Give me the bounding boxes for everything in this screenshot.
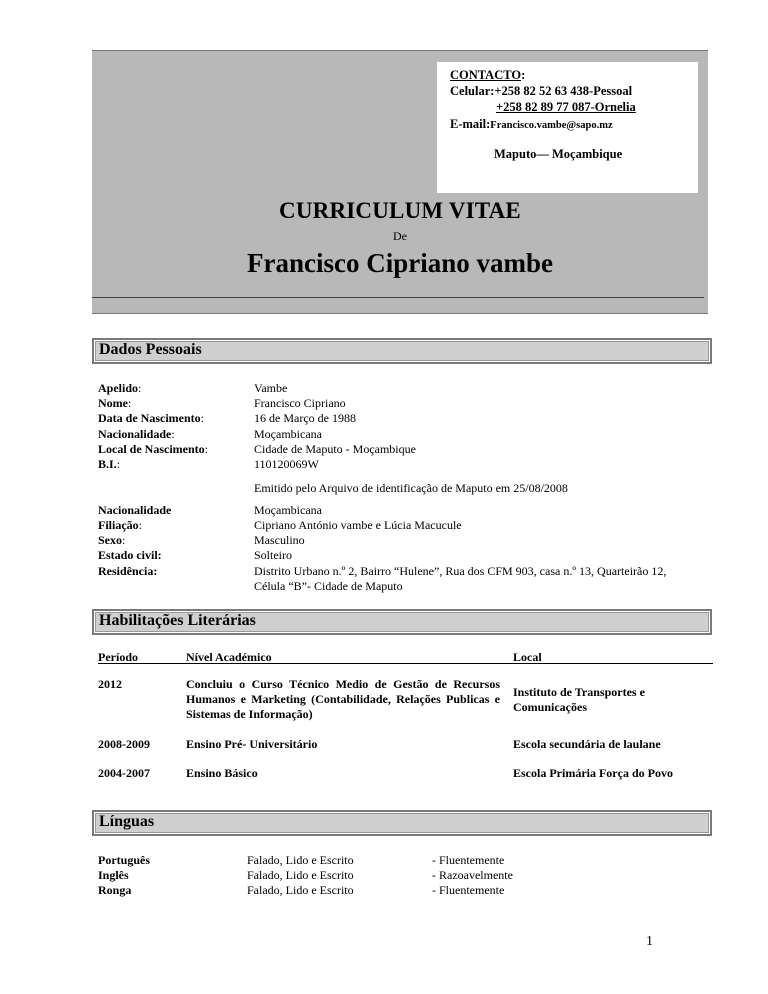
personal-value: Vambe — [254, 381, 288, 395]
personal-label: Nacionalidade: — [98, 427, 175, 441]
education-header-rule — [98, 663, 713, 664]
cv-de: De — [393, 229, 407, 243]
personal-label: Data de Nascimento: — [98, 411, 204, 425]
personal-label: Estado civil: — [98, 548, 162, 562]
contact-phone-2: +258 82 89 77 087-Ornelia — [496, 100, 636, 114]
language-name: Ronga — [98, 883, 132, 897]
education-header-period: Período — [98, 650, 138, 664]
personal-label: Nacionalidade — [98, 503, 172, 517]
personal-label: Sexo: — [98, 533, 126, 547]
personal-value: Cidade de Maputo - Moçambique — [254, 442, 416, 456]
contact-location: Maputo— Moçambique — [494, 147, 623, 161]
section-languages — [92, 810, 712, 836]
language-level: - Fluentemente — [432, 883, 505, 897]
language-name: Inglês — [98, 868, 129, 882]
personal-value: Solteiro — [254, 548, 292, 562]
contact-email-label: E-mail: — [450, 117, 491, 131]
section-personal — [92, 338, 712, 364]
language-skills: Falado, Lido e Escrito — [247, 868, 354, 882]
contact-email-line — [450, 117, 613, 132]
education-header-level: Nível Académico — [186, 650, 272, 664]
education-period: 2004-2007 — [98, 766, 150, 780]
language-name: Português — [98, 853, 150, 867]
education-place: Instituto de Transportes e Comunicações — [513, 685, 645, 714]
contact-phone-1: Celular:+258 82 52 63 438-Pessoal — [450, 84, 633, 98]
personal-label: Local de Nascimento: — [98, 442, 208, 456]
personal-label: Nome: — [98, 396, 132, 410]
personal-label: B.I.: — [98, 457, 121, 471]
language-skills: Falado, Lido e Escrito — [247, 883, 354, 897]
header-divider — [92, 297, 704, 298]
education-period: 2012 — [98, 677, 122, 691]
language-level: - Fluentemente — [432, 853, 505, 867]
section-education-title: Habilitações Literárias — [99, 612, 256, 629]
section-languages-title: Línguas — [99, 813, 155, 830]
education-place: Escola secundária de laulane — [513, 737, 661, 751]
personal-value: Célula “B”- Cidade de Maputo — [254, 579, 403, 593]
personal-label: Apelido: — [98, 381, 142, 395]
personal-value: Emitido pelo Arquivo de identificação de Maputo em 25/08/2008 — [254, 481, 568, 495]
page-number: 1 — [646, 934, 653, 949]
personal-value: 16 de Março de 1988 — [254, 411, 356, 425]
personal-label: Residência: — [98, 564, 158, 578]
personal-value: Distrito Urbano n.º 2, Bairro “Hulene”, Rua dos CFM 903, casa n.º 13, Quarteirão 12, — [254, 564, 667, 578]
cv-name: Francisco Cipriano vambe — [247, 248, 553, 278]
education-level: Concluiu o Curso Técnico Medio de Gestão de Recursos Humanos e Marketing (Contabilidade, Relações Publicas e Sistemas de Informação) — [186, 677, 500, 721]
contact-heading: CONTACTO — [450, 68, 522, 82]
personal-label: Filiação: — [98, 518, 143, 532]
contact-heading-line — [450, 68, 525, 83]
personal-value: Francisco Cipriano — [254, 396, 346, 410]
contact-email: Francisco.vambe@sapo.mz — [490, 120, 613, 131]
personal-value: 110120069W — [254, 457, 319, 471]
education-header-place: Local — [513, 650, 542, 664]
education-place: Escola Primária Força do Povo — [513, 766, 673, 780]
personal-value: Moçambicana — [254, 427, 322, 441]
personal-value: Cipriano António vambe e Lúcia Macucule — [254, 518, 462, 532]
personal-value: Moçambicana — [254, 503, 322, 517]
language-skills: Falado, Lido e Escrito — [247, 853, 354, 867]
education-level: Ensino Básico — [186, 766, 258, 780]
education-period: 2008-2009 — [98, 737, 150, 751]
section-education — [92, 609, 712, 635]
personal-value: Masculino — [254, 533, 305, 547]
section-personal-title: Dados Pessoais — [99, 341, 202, 358]
education-level: Ensino Pré- Universitário — [186, 737, 318, 751]
contact-colon: : — [521, 68, 526, 82]
language-level: - Razoavelmente — [432, 868, 513, 882]
cv-title: CURRICULUM VITAE — [279, 198, 521, 223]
contact-box — [437, 62, 698, 193]
